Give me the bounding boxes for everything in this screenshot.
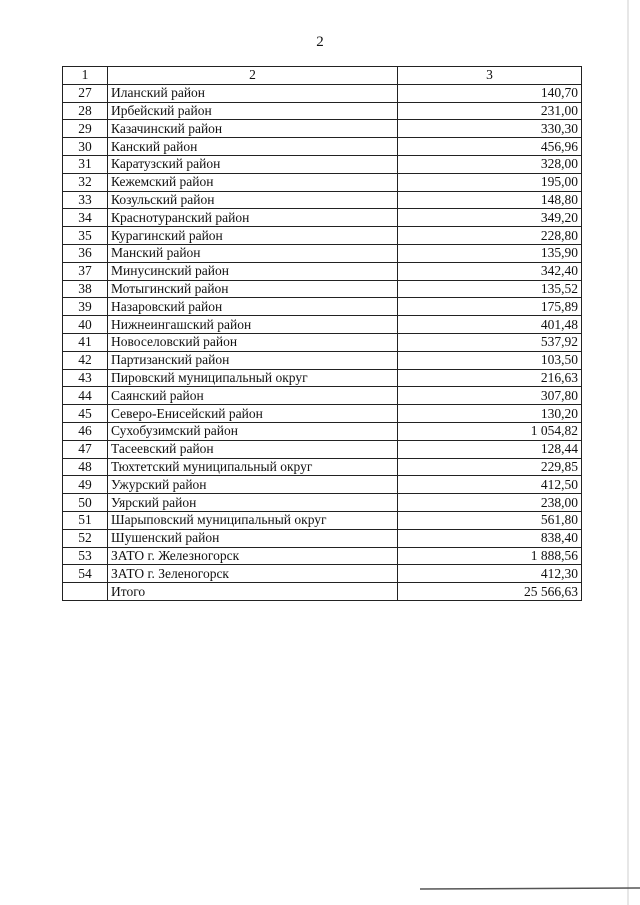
row-number: 51 [63, 511, 108, 529]
row-value: 140,70 [398, 84, 582, 102]
table-row [63, 120, 582, 138]
row-name: Казачинский район [108, 120, 398, 138]
row-name: Тасеевский район [108, 440, 398, 458]
row-name: Минусинский район [108, 262, 398, 280]
row-name: Итого [108, 583, 398, 601]
row-name: Новоселовский район [108, 333, 398, 351]
row-name: Козульский район [108, 191, 398, 209]
row-value: 412,30 [398, 565, 582, 583]
row-value: 231,00 [398, 102, 582, 120]
row-name: Нижнеингашский район [108, 316, 398, 334]
row-number: 27 [63, 84, 108, 102]
row-value: 328,00 [398, 155, 582, 173]
row-name: Саянский район [108, 387, 398, 405]
row-value: 148,80 [398, 191, 582, 209]
row-value: 238,00 [398, 494, 582, 512]
table-row [63, 351, 582, 369]
table-row [63, 529, 582, 547]
table-row [63, 316, 582, 334]
table-row [63, 387, 582, 405]
table-row [63, 511, 582, 529]
row-number: 46 [63, 422, 108, 440]
row-number: 37 [63, 262, 108, 280]
table-row [63, 84, 582, 102]
row-name: Иланский район [108, 84, 398, 102]
row-value: 228,80 [398, 227, 582, 245]
row-number: 47 [63, 440, 108, 458]
table-row [63, 298, 582, 316]
row-value: 401,48 [398, 316, 582, 334]
row-name: ЗАТО г. Железногорск [108, 547, 398, 565]
row-number: 53 [63, 547, 108, 565]
row-name: Мотыгинский район [108, 280, 398, 298]
table-row [63, 138, 582, 156]
table-row [63, 476, 582, 494]
row-number: 50 [63, 494, 108, 512]
row-name: Назаровский район [108, 298, 398, 316]
table-row [63, 102, 582, 120]
table-row [63, 280, 582, 298]
row-name: Партизанский район [108, 351, 398, 369]
header-col-1: 1 [63, 67, 108, 85]
table-body [63, 84, 582, 600]
row-number: 35 [63, 227, 108, 245]
row-value: 561,80 [398, 511, 582, 529]
row-name: Ужурский район [108, 476, 398, 494]
table-row [63, 369, 582, 387]
row-number: 48 [63, 458, 108, 476]
row-number: 36 [63, 244, 108, 262]
table-row [63, 547, 582, 565]
row-value: 128,44 [398, 440, 582, 458]
row-number: 34 [63, 209, 108, 227]
data-table [62, 66, 582, 601]
row-value: 135,52 [398, 280, 582, 298]
row-value: 342,40 [398, 262, 582, 280]
row-value: 349,20 [398, 209, 582, 227]
row-name: Шарыповский муниципальный округ [108, 511, 398, 529]
table-row [63, 209, 582, 227]
row-number [63, 583, 108, 601]
row-name: Каратузский район [108, 155, 398, 173]
table-row [63, 458, 582, 476]
row-number: 39 [63, 298, 108, 316]
table-row [63, 494, 582, 512]
row-name: Манский район [108, 244, 398, 262]
row-value: 175,89 [398, 298, 582, 316]
row-value: 103,50 [398, 351, 582, 369]
table-row [63, 333, 582, 351]
row-value: 135,90 [398, 244, 582, 262]
header-col-3: 3 [398, 67, 582, 85]
table-header-row [63, 67, 582, 85]
row-number: 44 [63, 387, 108, 405]
row-number: 29 [63, 120, 108, 138]
row-value: 216,63 [398, 369, 582, 387]
row-name: Пировский муниципальный округ [108, 369, 398, 387]
row-value: 25 566,63 [398, 583, 582, 601]
row-number: 43 [63, 369, 108, 387]
table-row [63, 191, 582, 209]
row-number: 31 [63, 155, 108, 173]
table-row [63, 227, 582, 245]
row-name: ЗАТО г. Зеленогорск [108, 565, 398, 583]
row-number: 28 [63, 102, 108, 120]
table-row [63, 155, 582, 173]
row-value: 456,96 [398, 138, 582, 156]
row-value: 1 054,82 [398, 422, 582, 440]
row-number: 41 [63, 333, 108, 351]
page-number: 2 [316, 34, 324, 50]
row-number: 32 [63, 173, 108, 191]
row-value: 330,30 [398, 120, 582, 138]
row-number: 52 [63, 529, 108, 547]
table-row [63, 565, 582, 583]
row-number: 54 [63, 565, 108, 583]
row-name: Тюхтетский муниципальный округ [108, 458, 398, 476]
header-col-2: 2 [108, 67, 398, 85]
row-name: Уярский район [108, 494, 398, 512]
row-value: 307,80 [398, 387, 582, 405]
row-value: 838,40 [398, 529, 582, 547]
row-name: Канский район [108, 138, 398, 156]
row-number: 42 [63, 351, 108, 369]
row-value: 537,92 [398, 333, 582, 351]
row-name: Ирбейский район [108, 102, 398, 120]
table-row [63, 440, 582, 458]
row-number: 49 [63, 476, 108, 494]
row-name: Сухобузимский район [108, 422, 398, 440]
row-name: Северо-Енисейский район [108, 405, 398, 423]
row-value: 130,20 [398, 405, 582, 423]
row-name: Краснотуранский район [108, 209, 398, 227]
row-name: Курагинский район [108, 227, 398, 245]
row-number: 38 [63, 280, 108, 298]
row-value: 195,00 [398, 173, 582, 191]
row-number: 30 [63, 138, 108, 156]
row-number: 45 [63, 405, 108, 423]
row-name: Кежемский район [108, 173, 398, 191]
row-value: 229,85 [398, 458, 582, 476]
table-row [63, 422, 582, 440]
row-value: 412,50 [398, 476, 582, 494]
row-name: Шушенский район [108, 529, 398, 547]
table-row [63, 244, 582, 262]
row-number: 40 [63, 316, 108, 334]
row-number: 33 [63, 191, 108, 209]
table-row [63, 405, 582, 423]
row-value: 1 888,56 [398, 547, 582, 565]
table-row [63, 262, 582, 280]
total-row [63, 583, 582, 601]
table-row [63, 173, 582, 191]
